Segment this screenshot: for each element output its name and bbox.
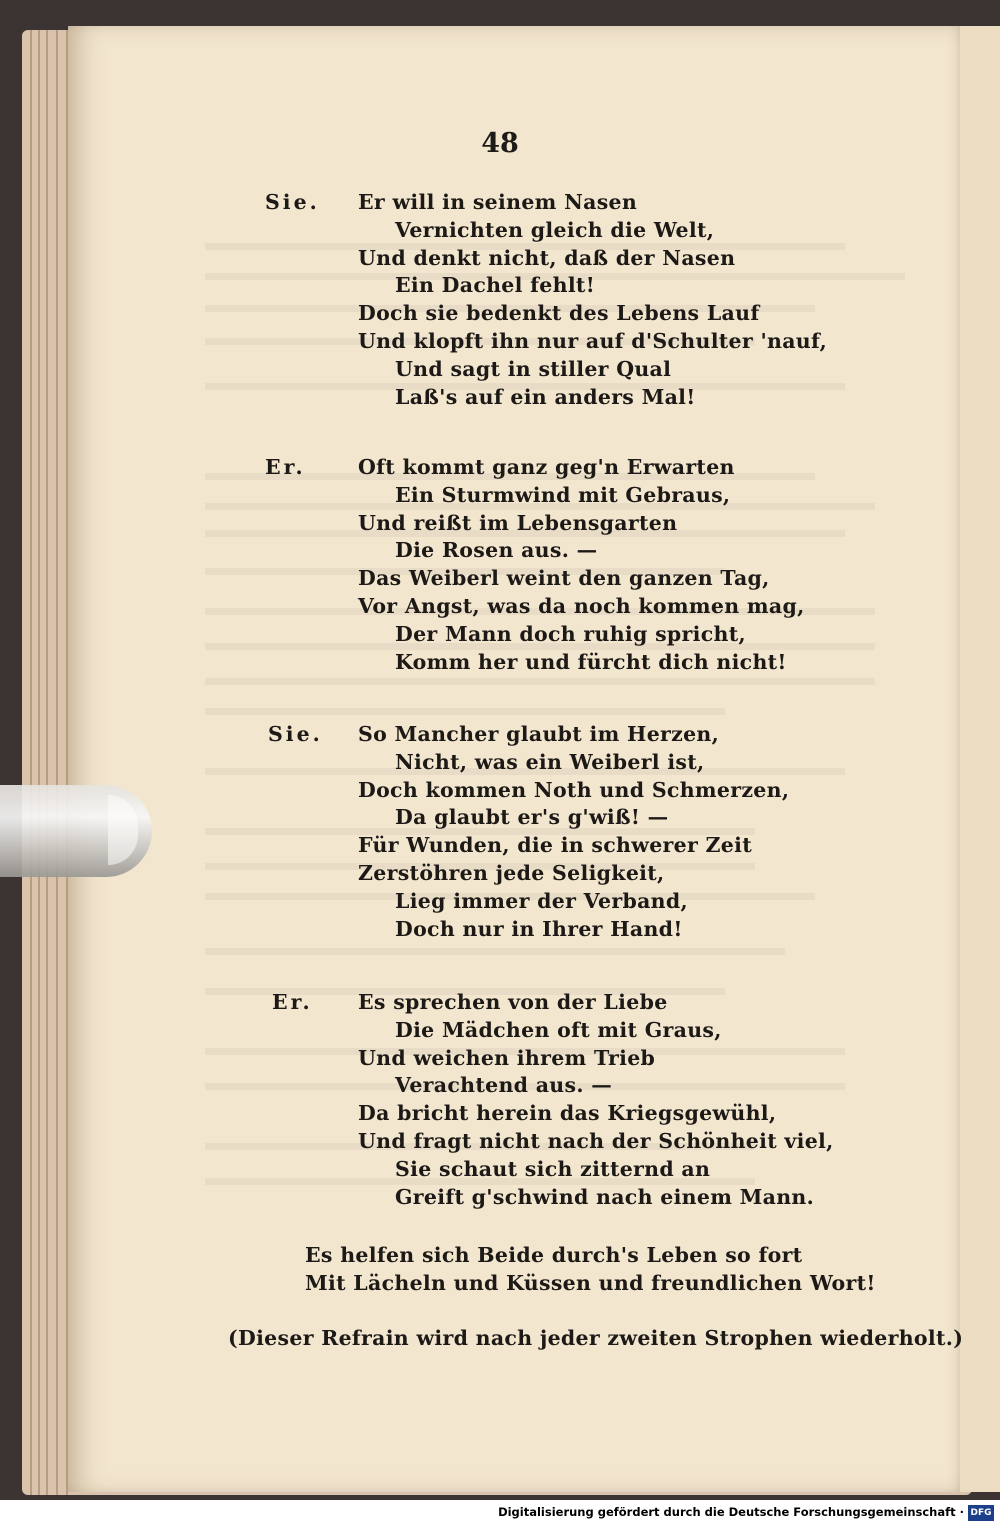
verse-line: Doch nur in Ihrer Hand! [395,916,683,941]
verse-line: Ein Sturmwind mit Gebraus, [395,482,731,507]
page-clip [0,785,152,877]
verse-line: Es sprechen von der Liebe [358,990,668,1014]
verse-line: Greift g'schwind nach einem Mann. [395,1184,815,1209]
verse-line: Nicht, was ein Weiberl ist, [395,749,705,774]
verse-line: Verachtend aus. — [395,1073,613,1098]
verse-line: Komm her und fürcht dich nicht! [395,649,787,674]
verse-line: Er will in seinem Nasen [358,190,638,214]
verse-line: Doch sie bedenkt des Lebens Lauf [358,301,760,326]
verse-line: Zerstöhren jede Seligkeit, [358,861,665,885]
verse-line: So Mancher glaubt im Herzen, [358,722,720,746]
show-through-mark [205,948,785,955]
verse-line: Sie schaut sich zitternd an [395,1156,711,1181]
verse-line: Das Weiberl weint den ganzen Tag, [358,566,770,591]
dfg-logo: DFG [968,1505,994,1521]
verse-line: Lieg immer der Verband, [395,888,688,913]
refrain-line: Mit Lächeln und Küssen und freundlichen Wort! [305,1271,876,1295]
facing-page-edge [960,26,1000,1492]
verse-line: Ein Dachel fehlt! [395,273,595,298]
speaker-label: Er. [265,455,306,479]
verse-line: Und fragt nicht nach der Schönheit viel, [358,1129,834,1153]
page-edge [30,30,32,1495]
verse-line: Die Mädchen oft mit Graus, [395,1017,722,1042]
verse-line: Und denkt nicht, daß der Nasen [358,245,736,270]
verse-line: Für Wunden, die in schwerer Zeit [358,833,752,858]
verse-line: Und reißt im Lebensgarten [358,510,678,535]
verse-line: Laß's auf ein anders Mal! [395,384,696,409]
refrain-note: (Dieser Refrain wird nach jeder zweiten Strophen wiederholt.) [228,1326,964,1350]
page-edge [46,30,48,1495]
speaker-label: Sie. [265,190,320,214]
page-edge [56,30,58,1495]
verse-line: Vor Angst, was da noch kommen mag, [358,594,805,618]
page-edge [38,30,40,1495]
verse-line: Die Rosen aus. — [395,538,598,563]
verse-line: Da glaubt er's g'wiß! — [395,805,669,830]
footer-credit: Digitalisierung gefördert durch die Deutsche Forschungsgemeinschaft · [498,1505,964,1519]
show-through-mark [205,678,875,685]
verse-line: Und klopft ihn nur auf d'Schulter 'nauf, [358,329,828,353]
speaker-label: Er. [272,990,313,1014]
verse-line: Da bricht herein das Kriegsgewühl, [358,1101,777,1126]
page-number: 48 [481,128,519,159]
verse-line: Und weichen ihrem Trieb [358,1045,656,1070]
verse-line: Der Mann doch ruhig spricht, [395,621,746,646]
show-through-mark [205,708,725,715]
footer-bar [0,1500,1000,1527]
verse-line: Doch kommen Noth und Schmerzen, [358,777,790,802]
verse-line: Vernichten gleich die Welt, [395,217,715,242]
verse-line: Oft kommt ganz geg'n Erwarten [358,455,735,479]
verse-line: Und sagt in stiller Qual [395,356,672,381]
speaker-label: Sie. [268,722,323,746]
refrain-line: Es helfen sich Beide durch's Leben so fort [305,1243,803,1267]
